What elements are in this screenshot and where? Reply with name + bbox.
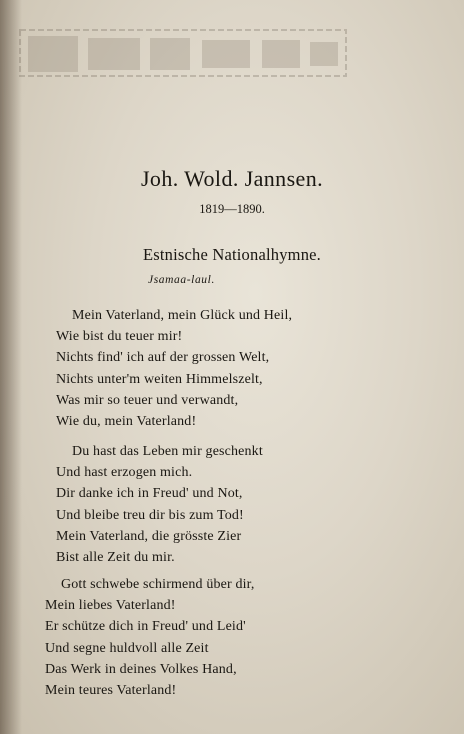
poem-line: Und bleibe treu dir bis zum Tod!	[56, 507, 244, 523]
poem-title: Estnische Nationalhymne.	[142, 245, 321, 264]
poem-line: Nichts find' ich auf der grossen Welt,	[56, 350, 270, 366]
author-name: Joh. Wold. Jannsen.	[140, 166, 324, 191]
poem-line: Das Werk in deines Volkes Hand,	[45, 661, 237, 677]
poem-line: Wie bist du teuer mir!	[56, 329, 183, 345]
poem-line: Er schütze dich in Freud' und Leid'	[45, 619, 246, 635]
poem-line: Nichts unter'm weiten Himmelszelt,	[56, 371, 263, 387]
poem-line: Und hast erzogen mich.	[56, 465, 193, 481]
poem-line: Mein Vaterland, die grösste Zier	[56, 528, 242, 544]
poem-line: Mein liebes Vaterland!	[45, 598, 176, 614]
stanza-3	[45, 574, 255, 701]
stanza-1	[56, 305, 292, 432]
poem-line: Mein teures Vaterland!	[45, 683, 177, 699]
poem-line: Du hast das Leben mir geschenkt	[72, 444, 263, 459]
author-life-dates: 1819—1890.	[199, 202, 265, 216]
poem-line: Und segne huldvoll alle Zeit	[45, 640, 209, 656]
poem-line: Dir danke ich in Freud' und Not,	[56, 486, 243, 502]
poem-line: Gott schwebe schirmend über dir,	[61, 577, 255, 592]
poem-line: Was mir so teuer und verwandt,	[56, 392, 239, 408]
poem-line: Mein Vaterland, mein Glück und Heil,	[72, 308, 293, 323]
stanza-2	[56, 441, 263, 568]
poem-subtitle: Jsamaa-laul.	[148, 274, 215, 286]
poem-line: Wie du, mein Vaterland!	[56, 414, 197, 430]
faded-library-stamp	[18, 24, 348, 82]
poem-line: Bist alle Zeit du mir.	[56, 550, 175, 566]
